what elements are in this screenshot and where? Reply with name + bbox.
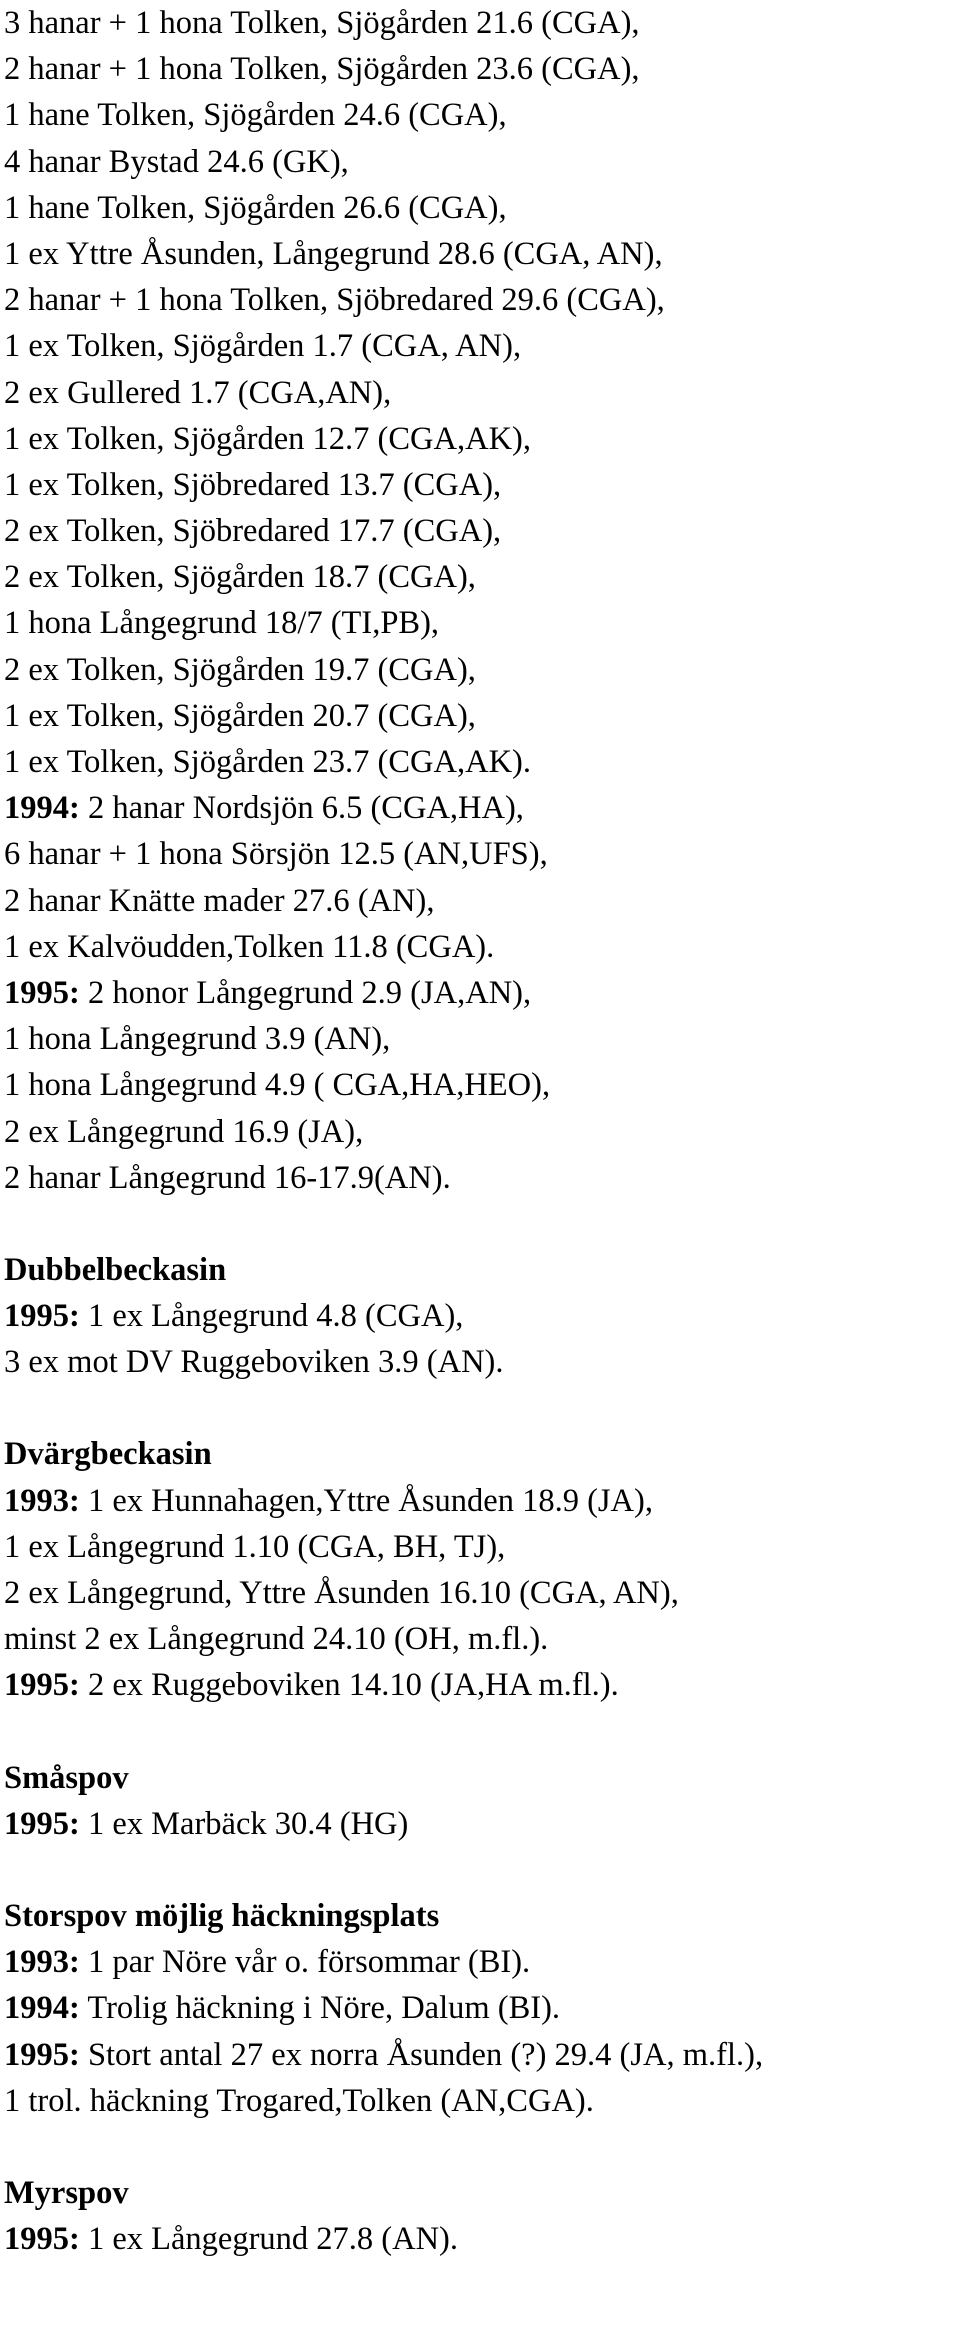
record-line: 1 ex Kalvöudden,Tolken 11.8 (CGA). [4,928,495,965]
record-line [4,1478,960,1524]
record-line: 2 ex Tolken, Sjögården 19.7 (CGA), [4,651,476,688]
record-text: 1 ex Hunnahagen,Yttre Åsunden 18.9 (JA), [79,1482,653,1519]
record-text: 2 honor Långegrund 2.9 (JA,AN), [79,974,532,1011]
year-label: 1995: [4,974,80,1011]
record-text: 1 ex Långegrund 27.8 (AN). [79,2221,458,2258]
record-line: 1 trol. häckning Trogared,Tolken (AN,CGA). [4,2082,594,2119]
section-dvargbeckasin [4,1431,960,1708]
year-label: 1993: [4,1944,80,1981]
record-line: minst 2 ex Långegrund 24.10 (OH, m.fl.). [4,1621,549,1658]
year-label: 1995: [4,1805,80,1842]
record-line: 1 ex Tolken, Sjögården 20.7 (CGA), [4,697,476,734]
year-label: 1994: [4,1990,80,2027]
record-line: 1 ex Yttre Åsunden, Långegrund 28.6 (CGA, AN), [4,235,663,272]
record-line [4,785,960,831]
record-line [4,1293,960,1339]
record-line [4,2032,960,2078]
record-line [4,2216,960,2262]
section-myrspov [4,2170,960,2262]
record-line: 2 ex Gullered 1.7 (CGA,AN), [4,374,392,411]
section-gap [4,1847,960,1893]
year-label: 1994: [4,790,80,827]
section-gap [4,2124,960,2170]
section-smaspov [4,1755,960,1847]
section-heading: Myrspov [4,2174,129,2211]
section-gap [4,1385,960,1431]
record-line: 1 ex Tolken, Sjögården 1.7 (CGA, AN), [4,328,522,365]
record-line: 2 ex Långegrund, Yttre Åsunden 16.10 (CGA, AN), [4,1575,679,1611]
record-line: 1 hane Tolken, Sjögården 24.6 (CGA), [4,97,507,134]
intro-block [4,0,960,785]
record-line [4,1662,960,1708]
year-label: 1995: [4,2036,80,2073]
section-gap [4,1201,960,1247]
record-line: 2 hanar Långegrund 16-17.9(AN). [4,1159,451,1196]
record-line: 1 ex Tolken, Sjögården 23.7 (CGA,AK). [4,744,531,780]
section-heading: Storspov möjlig häckningsplats [4,1897,440,1934]
year-1994-block [4,785,960,970]
section-heading: Småspov [4,1759,129,1796]
record-text: 1 ex Långegrund 4.8 (CGA), [79,1298,464,1335]
record-line: 2 hanar + 1 hona Tolken, Sjögården 23.6 (CGA), [4,51,640,88]
section-heading: Dubbelbeckasin [4,1251,227,1288]
record-line: 6 hanar + 1 hona Sörsjön 12.5 (AN,UFS), [4,836,548,873]
year-label: 1995: [4,1667,80,1704]
record-line: 1 hane Tolken, Sjögården 26.6 (CGA), [4,189,507,226]
record-line: 4 hanar Bystad 24.6 (GK), [4,143,349,180]
record-line: 3 hanar + 1 hona Tolken, Sjögården 21.6 (CGA), [4,5,640,41]
section-storspov [4,1893,960,2124]
record-text: Stort antal 27 ex norra Åsunden (?) 29.4 (JA, m.fl.), [79,2036,764,2073]
record-line: 3 ex mot DV Ruggeboviken 3.9 (AN). [4,1344,504,1381]
section-heading: Dvärgbeckasin [4,1436,212,1473]
section-dubbelbeckasin [4,1247,960,1386]
record-line: 2 hanar Knätte mader 27.6 (AN), [4,882,435,919]
record-line: 2 ex Långegrund 16.9 (JA), [4,1113,364,1150]
record-line [4,1985,960,2031]
record-text: Trolig häckning i Nöre, Dalum (BI). [79,1990,561,2027]
record-line [4,970,960,1016]
record-text: 1 par Nöre vår o. försommar (BI). [79,1944,531,1981]
record-text: 2 ex Ruggeboviken 14.10 (JA,HA m.fl.). [79,1667,619,1704]
section-gap [4,1709,960,1755]
year-label: 1995: [4,1298,80,1335]
record-line [4,1939,960,1985]
record-line: 1 ex Tolken, Sjöbredared 13.7 (CGA), [4,466,502,503]
year-label: 1995: [4,2221,80,2258]
record-line: 2 ex Tolken, Sjöbredared 17.7 (CGA), [4,513,502,550]
record-text: 2 hanar Nordsjön 6.5 (CGA,HA), [79,790,524,827]
record-line [4,1801,960,1847]
year-label: 1993: [4,1482,80,1519]
record-line: 2 ex Tolken, Sjögården 18.7 (CGA), [4,559,476,596]
record-line: 2 hanar + 1 hona Tolken, Sjöbredared 29.6 (CGA), [4,282,665,319]
record-line: 1 ex Tolken, Sjögården 12.7 (CGA,AK), [4,420,531,457]
record-line: 1 ex Långegrund 1.10 (CGA, BH, TJ), [4,1528,506,1565]
record-line: 1 hona Långegrund 4.9 ( CGA,HA,HEO), [4,1067,551,1104]
record-line: 1 hona Långegrund 18/7 (TI,PB), [4,605,440,642]
year-1995-block [4,970,960,1201]
record-text: 1 ex Marbäck 30.4 (HG) [79,1805,409,1842]
record-line: 1 hona Långegrund 3.9 (AN), [4,1021,391,1058]
